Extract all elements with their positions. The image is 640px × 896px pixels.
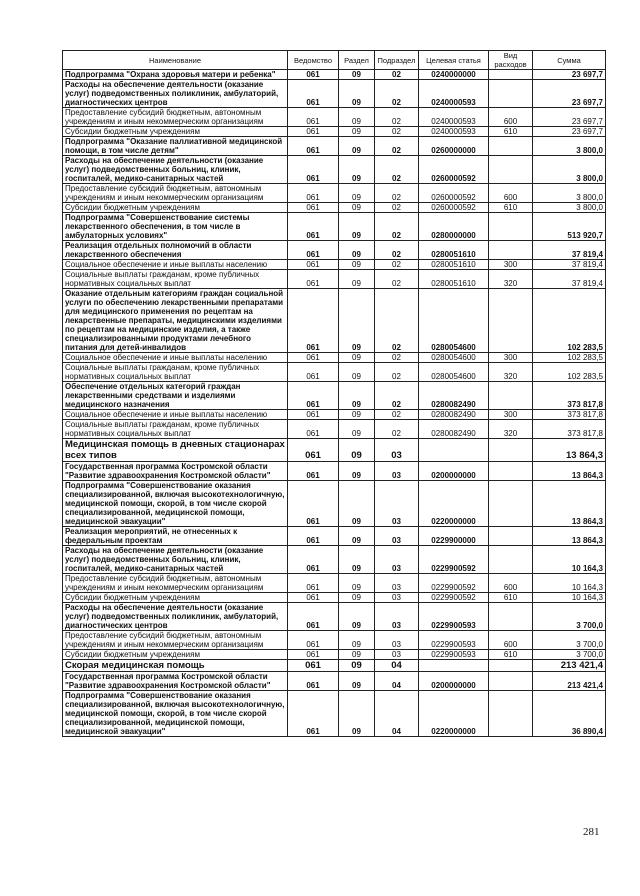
row-celevaya-statya-cell: 0280051610 [419, 260, 489, 270]
row-vedomstvo-cell: 061 [288, 127, 339, 137]
row-vid-rashodov-cell [489, 289, 533, 353]
row-vedomstvo-cell: 061 [288, 439, 339, 462]
row-name-cell: Предоставление субсидий бюджетным, автономным учреждениям и иным некоммерческим организациям [63, 184, 288, 203]
table-row [63, 691, 606, 737]
table-row [63, 481, 606, 527]
row-podrazdel-cell: 04 [375, 672, 419, 691]
header-name: Наименование [63, 51, 288, 70]
row-celevaya-statya-cell: 0280054600 [419, 289, 489, 353]
row-summa-cell: 102 283,5 [533, 363, 606, 382]
row-vid-rashodov-cell: 600 [489, 574, 533, 593]
row-podrazdel-cell: 03 [375, 650, 419, 660]
table-row [63, 546, 606, 574]
table-row [63, 603, 606, 631]
row-vedomstvo-cell: 061 [288, 203, 339, 213]
row-celevaya-statya-cell: 0229900593 [419, 631, 489, 650]
row-razdel-cell: 09 [339, 80, 375, 108]
row-razdel-cell: 09 [339, 260, 375, 270]
row-razdel-cell: 09 [339, 439, 375, 462]
row-podrazdel-cell: 03 [375, 593, 419, 603]
row-summa-cell: 213 421,4 [533, 672, 606, 691]
row-celevaya-statya-cell: 0200000000 [419, 672, 489, 691]
row-celevaya-statya-cell: 0229900593 [419, 603, 489, 631]
row-name-cell: Расходы на обеспечение деятельности (оказание услуг) подведомственных больниц, клиник, госпиталей, медико-санитарных частей [63, 546, 288, 574]
row-summa-cell: 3 700,0 [533, 650, 606, 660]
row-celevaya-statya-cell: 0260000000 [419, 137, 489, 156]
row-razdel-cell: 09 [339, 691, 375, 737]
row-vedomstvo-cell: 061 [288, 462, 339, 481]
row-vid-rashodov-cell: 320 [489, 363, 533, 382]
row-name-cell: Предоставление субсидий бюджетным, автономным учреждениям и иным некоммерческим организациям [63, 574, 288, 593]
table-row [63, 213, 606, 241]
header-razdel: Раздел [339, 51, 375, 70]
row-celevaya-statya-cell: 0280054600 [419, 363, 489, 382]
row-celevaya-statya-cell: 0280051610 [419, 270, 489, 289]
row-celevaya-statya-cell: 0260000592 [419, 203, 489, 213]
table-row [63, 593, 606, 603]
row-razdel-cell: 09 [339, 650, 375, 660]
row-razdel-cell: 09 [339, 289, 375, 353]
row-summa-cell: 37 819,4 [533, 241, 606, 260]
row-summa-cell: 37 819,4 [533, 260, 606, 270]
row-summa-cell: 3 700,0 [533, 603, 606, 631]
row-celevaya-statya-cell: 0200000000 [419, 462, 489, 481]
table-row [63, 127, 606, 137]
row-razdel-cell: 09 [339, 593, 375, 603]
row-razdel-cell: 09 [339, 137, 375, 156]
row-razdel-cell: 09 [339, 184, 375, 203]
row-podrazdel-cell: 02 [375, 410, 419, 420]
row-vedomstvo-cell: 061 [288, 631, 339, 650]
row-razdel-cell: 09 [339, 420, 375, 439]
row-summa-cell: 13 864,3 [533, 527, 606, 546]
row-name-cell: Подпрограмма "Охрана здоровья матери и ребенка" [63, 70, 288, 80]
row-podrazdel-cell: 02 [375, 213, 419, 241]
row-celevaya-statya-cell: 0260000592 [419, 184, 489, 203]
row-podrazdel-cell: 02 [375, 289, 419, 353]
row-summa-cell: 513 920,7 [533, 213, 606, 241]
row-vid-rashodov-cell: 600 [489, 108, 533, 127]
table-row [63, 108, 606, 127]
table-row [63, 353, 606, 363]
row-name-cell: Реализация мероприятий, не отнесенных к федеральным проектам [63, 527, 288, 546]
row-podrazdel-cell: 02 [375, 270, 419, 289]
row-vedomstvo-cell: 061 [288, 108, 339, 127]
row-vedomstvo-cell: 061 [288, 410, 339, 420]
row-vedomstvo-cell: 061 [288, 270, 339, 289]
row-summa-cell: 213 421,4 [533, 660, 606, 672]
row-vedomstvo-cell: 061 [288, 260, 339, 270]
row-razdel-cell: 09 [339, 527, 375, 546]
row-name-cell: Медицинская помощь в дневных стационарах всех типов [63, 439, 288, 462]
row-name-cell: Реализация отдельных полномочий в области лекарственного обеспечения [63, 241, 288, 260]
row-vid-rashodov-cell [489, 156, 533, 184]
row-name-cell: Государственная программа Костромской области "Развитие здравоохранения Костромской области" [63, 462, 288, 481]
row-vid-rashodov-cell: 610 [489, 650, 533, 660]
row-podrazdel-cell: 03 [375, 481, 419, 527]
row-summa-cell: 10 164,3 [533, 593, 606, 603]
table-row [63, 439, 606, 462]
row-summa-cell: 13 864,3 [533, 462, 606, 481]
row-celevaya-statya-cell: 0229900592 [419, 546, 489, 574]
row-summa-cell: 3 800,0 [533, 203, 606, 213]
row-podrazdel-cell: 02 [375, 80, 419, 108]
row-vid-rashodov-cell: 610 [489, 593, 533, 603]
row-vedomstvo-cell: 061 [288, 546, 339, 574]
row-celevaya-statya-cell: 0240000593 [419, 108, 489, 127]
table-row [63, 631, 606, 650]
table-row [63, 660, 606, 672]
header-summa: Сумма [533, 51, 606, 70]
row-podrazdel-cell: 03 [375, 603, 419, 631]
row-name-cell: Расходы на обеспечение деятельности (оказание услуг) подведомственных поликлиник, амбулаторий, диагностических центров [63, 80, 288, 108]
row-vid-rashodov-cell: 610 [489, 127, 533, 137]
row-summa-cell: 373 817,8 [533, 410, 606, 420]
row-name-cell: Социальное обеспечение и иные выплаты населению [63, 260, 288, 270]
row-vedomstvo-cell: 061 [288, 672, 339, 691]
row-celevaya-statya-cell: 0280000000 [419, 213, 489, 241]
row-razdel-cell: 09 [339, 127, 375, 137]
page-number: 281 [583, 826, 600, 838]
row-vid-rashodov-cell [489, 70, 533, 80]
row-summa-cell: 10 164,3 [533, 574, 606, 593]
row-vedomstvo-cell: 061 [288, 481, 339, 527]
row-celevaya-statya-cell [419, 660, 489, 672]
row-vedomstvo-cell: 061 [288, 603, 339, 631]
row-vedomstvo-cell: 061 [288, 650, 339, 660]
row-vedomstvo-cell: 061 [288, 660, 339, 672]
row-razdel-cell: 09 [339, 546, 375, 574]
row-razdel-cell: 09 [339, 382, 375, 410]
row-celevaya-statya-cell: 0229900593 [419, 650, 489, 660]
row-razdel-cell: 09 [339, 603, 375, 631]
row-vid-rashodov-cell [489, 660, 533, 672]
row-vid-rashodov-cell [489, 439, 533, 462]
header-celevaya-statya: Целевая статья [419, 51, 489, 70]
table-row [63, 156, 606, 184]
row-vedomstvo-cell: 061 [288, 70, 339, 80]
table-row [63, 527, 606, 546]
row-summa-cell: 23 697,7 [533, 70, 606, 80]
table-row [63, 70, 606, 80]
row-summa-cell: 23 697,7 [533, 127, 606, 137]
row-vedomstvo-cell: 061 [288, 574, 339, 593]
row-podrazdel-cell: 04 [375, 691, 419, 737]
table-row [63, 410, 606, 420]
row-razdel-cell: 09 [339, 672, 375, 691]
row-podrazdel-cell: 02 [375, 203, 419, 213]
row-razdel-cell: 09 [339, 203, 375, 213]
row-summa-cell: 3 700,0 [533, 631, 606, 650]
row-vedomstvo-cell: 061 [288, 184, 339, 203]
table-row [63, 270, 606, 289]
row-summa-cell: 13 864,3 [533, 439, 606, 462]
row-name-cell: Подпрограмма "Совершенствование оказания специализированной, включая высокотехнологичную, медицинской помощи, скорой, в том числе скорой специализированной, медицинской помощи, медицинской эвакуации" [63, 691, 288, 737]
row-summa-cell: 3 800,0 [533, 184, 606, 203]
table-row [63, 574, 606, 593]
header-podrazdel: Подраздел [375, 51, 419, 70]
row-name-cell: Расходы на обеспечение деятельности (оказание услуг) подведомственных больниц, клиник, госпиталей, медико-санитарных частей [63, 156, 288, 184]
row-razdel-cell: 09 [339, 462, 375, 481]
row-celevaya-statya-cell: 0280051610 [419, 241, 489, 260]
table-row [63, 363, 606, 382]
row-podrazdel-cell: 02 [375, 184, 419, 203]
row-podrazdel-cell: 02 [375, 108, 419, 127]
row-vedomstvo-cell: 061 [288, 691, 339, 737]
row-name-cell: Предоставление субсидий бюджетным, автономным учреждениям и иным некоммерческим организациям [63, 631, 288, 650]
row-name-cell: Субсидии бюджетным учреждениям [63, 593, 288, 603]
row-vedomstvo-cell: 061 [288, 156, 339, 184]
row-summa-cell: 23 697,7 [533, 108, 606, 127]
header-vedomstvo: Ведомство [288, 51, 339, 70]
row-razdel-cell: 09 [339, 410, 375, 420]
row-vid-rashodov-cell [489, 481, 533, 527]
table-body [63, 70, 606, 737]
row-name-cell: Субсидии бюджетным учреждениям [63, 650, 288, 660]
row-celevaya-statya-cell: 0260000592 [419, 156, 489, 184]
row-name-cell: Социальные выплаты гражданам, кроме публичных нормативных социальных выплат [63, 363, 288, 382]
row-vedomstvo-cell: 061 [288, 353, 339, 363]
row-name-cell: Предоставление субсидий бюджетным, автономным учреждениям и иным некоммерческим организациям [63, 108, 288, 127]
row-summa-cell: 102 283,5 [533, 353, 606, 363]
row-summa-cell: 3 800,0 [533, 137, 606, 156]
row-celevaya-statya-cell: 0280082490 [419, 382, 489, 410]
row-podrazdel-cell: 02 [375, 137, 419, 156]
row-name-cell: Скорая медицинская помощь [63, 660, 288, 672]
table-row [63, 289, 606, 353]
row-podrazdel-cell: 02 [375, 70, 419, 80]
row-vid-rashodov-cell [489, 241, 533, 260]
row-vedomstvo-cell: 061 [288, 289, 339, 353]
row-summa-cell: 373 817,8 [533, 420, 606, 439]
row-podrazdel-cell: 03 [375, 462, 419, 481]
row-celevaya-statya-cell: 0280082490 [419, 410, 489, 420]
row-summa-cell: 23 697,7 [533, 80, 606, 108]
row-celevaya-statya-cell: 0229900000 [419, 527, 489, 546]
table-header-row [63, 51, 606, 70]
row-razdel-cell: 09 [339, 574, 375, 593]
row-podrazdel-cell: 04 [375, 660, 419, 672]
table-row [63, 137, 606, 156]
row-vedomstvo-cell: 061 [288, 527, 339, 546]
row-podrazdel-cell: 02 [375, 260, 419, 270]
row-name-cell: Социальное обеспечение и иные выплаты населению [63, 353, 288, 363]
row-celevaya-statya-cell: 0240000000 [419, 70, 489, 80]
table-row [63, 462, 606, 481]
budget-table [62, 50, 606, 737]
row-vid-rashodov-cell [489, 213, 533, 241]
row-name-cell: Социальное обеспечение и иные выплаты населению [63, 410, 288, 420]
row-vid-rashodov-cell: 300 [489, 260, 533, 270]
row-vid-rashodov-cell [489, 137, 533, 156]
row-vid-rashodov-cell: 600 [489, 631, 533, 650]
row-celevaya-statya-cell: 0240000593 [419, 127, 489, 137]
row-podrazdel-cell: 02 [375, 420, 419, 439]
table-row [63, 241, 606, 260]
table-row [63, 382, 606, 410]
header-vid-rashodov: Вид расходов [489, 51, 533, 70]
row-podrazdel-cell: 03 [375, 546, 419, 574]
row-celevaya-statya-cell: 0280082490 [419, 420, 489, 439]
row-vedomstvo-cell: 061 [288, 593, 339, 603]
row-vedomstvo-cell: 061 [288, 80, 339, 108]
row-podrazdel-cell: 02 [375, 156, 419, 184]
row-podrazdel-cell: 02 [375, 127, 419, 137]
row-podrazdel-cell: 03 [375, 439, 419, 462]
row-razdel-cell: 09 [339, 363, 375, 382]
row-razdel-cell: 09 [339, 108, 375, 127]
row-razdel-cell: 09 [339, 353, 375, 363]
row-summa-cell: 10 164,3 [533, 546, 606, 574]
row-vedomstvo-cell: 061 [288, 137, 339, 156]
row-celevaya-statya-cell: 0220000000 [419, 481, 489, 527]
table-row [63, 672, 606, 691]
row-name-cell: Социальные выплаты гражданам, кроме публичных нормативных социальных выплат [63, 420, 288, 439]
row-name-cell: Субсидии бюджетным учреждениям [63, 203, 288, 213]
row-razdel-cell: 09 [339, 213, 375, 241]
row-razdel-cell: 09 [339, 660, 375, 672]
row-name-cell: Субсидии бюджетным учреждениям [63, 127, 288, 137]
row-vid-rashodov-cell: 300 [489, 410, 533, 420]
row-podrazdel-cell: 03 [375, 574, 419, 593]
row-celevaya-statya-cell: 0229900592 [419, 574, 489, 593]
row-name-cell: Подпрограмма "Совершенствование оказания специализированной, включая высокотехнологичную, медицинской помощи, скорой, в том числе скорой специализированной, медицинской помощи, медицинской эвакуации" [63, 481, 288, 527]
table-row [63, 420, 606, 439]
row-name-cell: Государственная программа Костромской области "Развитие здравоохранения Костромской области" [63, 672, 288, 691]
row-name-cell: Подпрограмма "Оказание паллиативной медицинской помощи, в том числе детям" [63, 137, 288, 156]
row-vid-rashodov-cell [489, 80, 533, 108]
row-vid-rashodov-cell [489, 462, 533, 481]
row-vid-rashodov-cell [489, 691, 533, 737]
row-vedomstvo-cell: 061 [288, 213, 339, 241]
row-razdel-cell: 09 [339, 631, 375, 650]
table-row [63, 80, 606, 108]
row-vedomstvo-cell: 061 [288, 420, 339, 439]
row-podrazdel-cell: 02 [375, 382, 419, 410]
row-razdel-cell: 09 [339, 156, 375, 184]
row-podrazdel-cell: 03 [375, 527, 419, 546]
row-vid-rashodov-cell [489, 603, 533, 631]
row-razdel-cell: 09 [339, 481, 375, 527]
table-row [63, 650, 606, 660]
row-podrazdel-cell: 02 [375, 241, 419, 260]
row-celevaya-statya-cell [419, 439, 489, 462]
row-name-cell: Социальные выплаты гражданам, кроме публичных нормативных социальных выплат [63, 270, 288, 289]
table-row [63, 184, 606, 203]
row-name-cell: Расходы на обеспечение деятельности (оказание услуг) подведомственных поликлиник, амбулаторий, диагностических центров [63, 603, 288, 631]
row-summa-cell: 3 800,0 [533, 156, 606, 184]
row-vid-rashodov-cell [489, 527, 533, 546]
table-row [63, 203, 606, 213]
row-razdel-cell: 09 [339, 270, 375, 289]
row-vedomstvo-cell: 061 [288, 241, 339, 260]
row-podrazdel-cell: 02 [375, 363, 419, 382]
row-celevaya-statya-cell: 0280054600 [419, 353, 489, 363]
row-podrazdel-cell: 02 [375, 353, 419, 363]
row-podrazdel-cell: 03 [375, 631, 419, 650]
row-summa-cell: 13 864,3 [533, 481, 606, 527]
row-name-cell: Оказание отдельным категориям граждан социальной услуги по обеспечению лекарственными препаратами для медицинского применения по рецептам на лекарственные препараты, медицинскими изделиями по рецептам на медицинские изделия, а также специализированными продуктами лечебного питания для детей-инвалидов [63, 289, 288, 353]
row-vid-rashodov-cell: 320 [489, 420, 533, 439]
row-name-cell: Обеспечение отдельных категорий граждан лекарственными средствами и изделиями медицинского назначения [63, 382, 288, 410]
row-vid-rashodov-cell: 320 [489, 270, 533, 289]
row-vid-rashodov-cell: 300 [489, 353, 533, 363]
row-vedomstvo-cell: 061 [288, 382, 339, 410]
row-summa-cell: 37 819,4 [533, 270, 606, 289]
row-razdel-cell: 09 [339, 241, 375, 260]
row-vid-rashodov-cell [489, 382, 533, 410]
row-celevaya-statya-cell: 0240000593 [419, 80, 489, 108]
table-row [63, 260, 606, 270]
row-vedomstvo-cell: 061 [288, 363, 339, 382]
row-celevaya-statya-cell: 0220000000 [419, 691, 489, 737]
row-summa-cell: 36 890,4 [533, 691, 606, 737]
row-razdel-cell: 09 [339, 70, 375, 80]
row-celevaya-statya-cell: 0229900592 [419, 593, 489, 603]
row-summa-cell: 373 817,8 [533, 382, 606, 410]
row-name-cell: Подпрограмма "Совершенствование системы лекарственного обеспечения, в том числе в амбулаторных условиях" [63, 213, 288, 241]
row-vid-rashodov-cell [489, 546, 533, 574]
row-vid-rashodov-cell: 610 [489, 203, 533, 213]
row-summa-cell: 102 283,5 [533, 289, 606, 353]
row-vid-rashodov-cell: 600 [489, 184, 533, 203]
row-vid-rashodov-cell [489, 672, 533, 691]
